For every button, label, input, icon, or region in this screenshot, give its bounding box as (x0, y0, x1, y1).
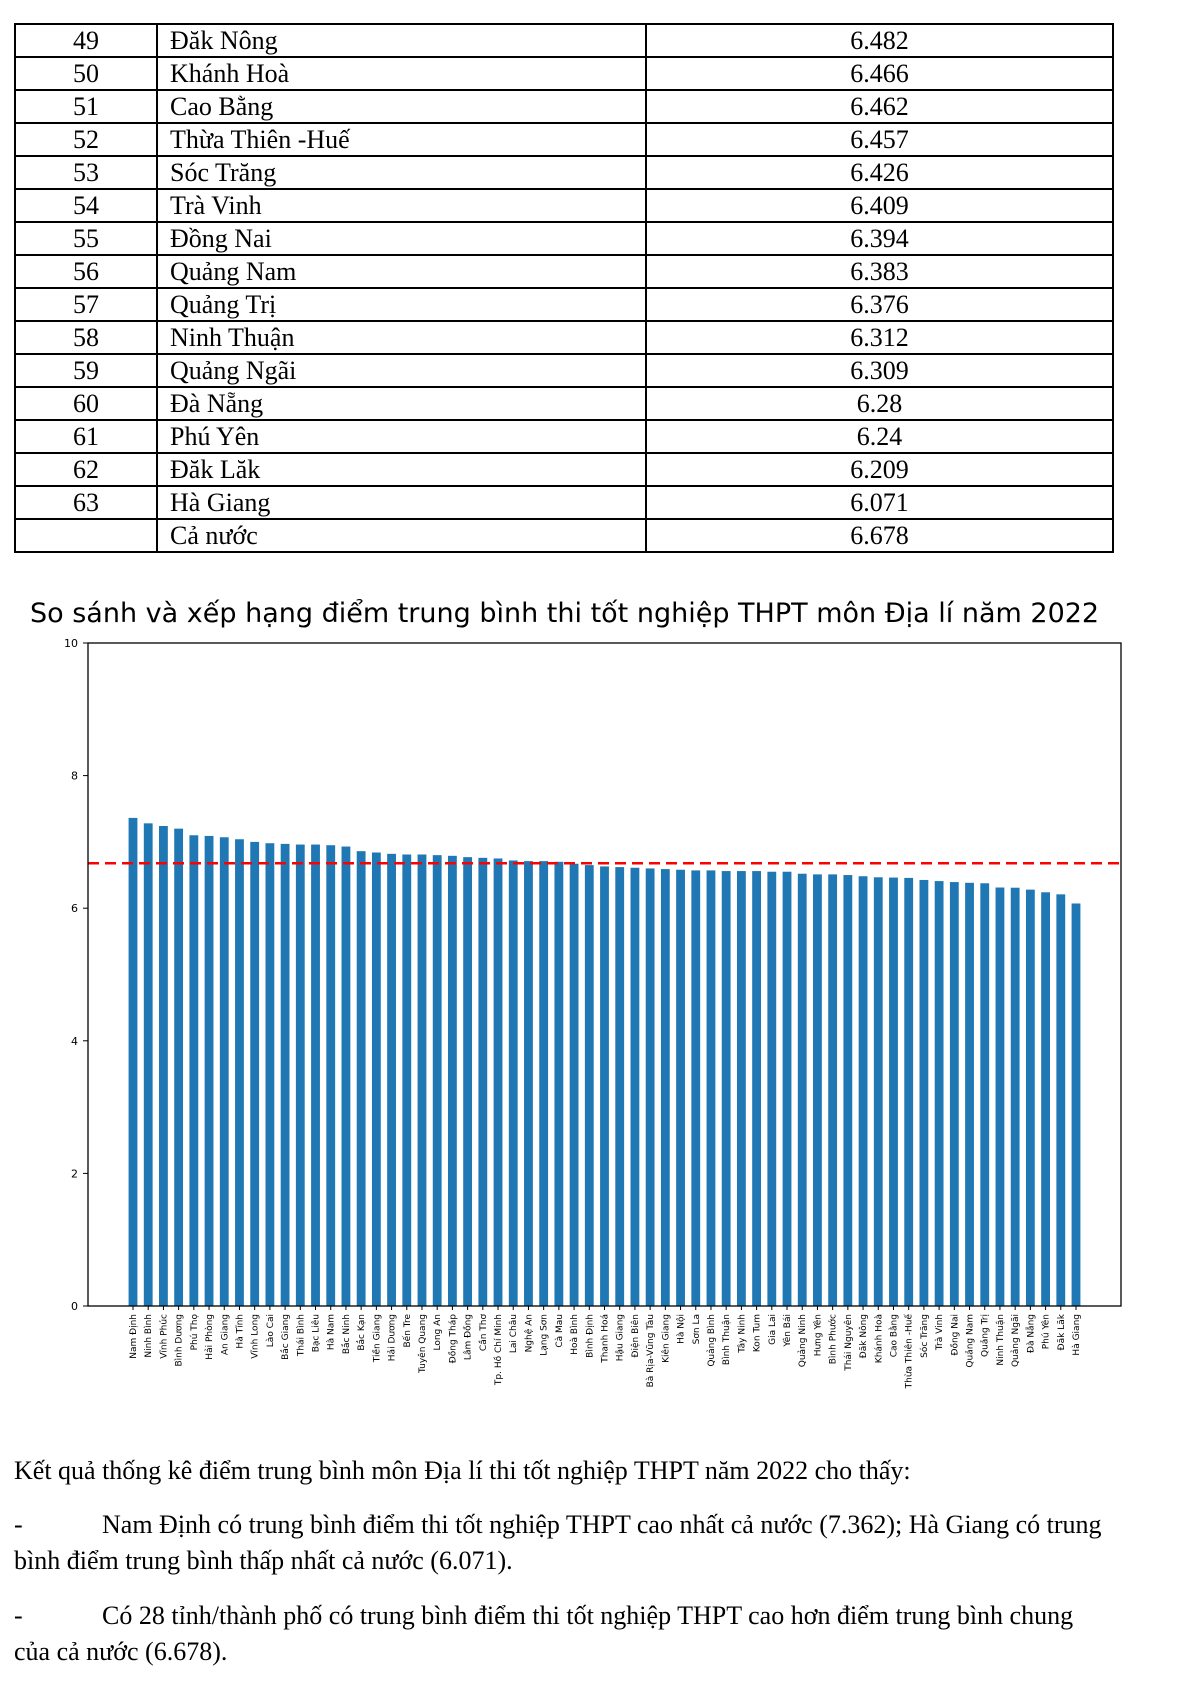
bar (950, 882, 959, 1306)
bar (600, 866, 609, 1306)
table-row (15, 321, 1113, 354)
table-row (15, 387, 1113, 420)
table-row (15, 255, 1113, 288)
x-tick-label: Bạc Liêu (311, 1314, 322, 1353)
bar (463, 857, 472, 1306)
score-cell: 6.376 (646, 288, 1113, 321)
x-tick-label: Lâm Đồng (463, 1314, 474, 1361)
x-tick-label: Ninh Thuận (995, 1314, 1006, 1366)
bullet-text-2: Có 28 tỉnh/thành phố có trung bình điểm thi tốt nghiệp THPT cao hơn điểm trung bình chung của cả nước (6.678). (14, 1601, 1074, 1666)
rank-cell: 57 (15, 288, 157, 321)
x-tick-label: Thanh Hoá (600, 1314, 611, 1363)
rank-cell (15, 519, 157, 552)
province-cell: Cả nước (157, 519, 646, 552)
bar (509, 860, 518, 1306)
table-row (15, 222, 1113, 255)
province-cell: Thừa Thiên -Huế (157, 123, 646, 156)
rank-cell: 61 (15, 420, 157, 453)
bar (281, 844, 290, 1306)
province-cell: Hà Giang (157, 486, 646, 519)
bar (889, 878, 898, 1306)
x-tick-label: Bắc Giang (281, 1314, 292, 1360)
province-cell: Quảng Ngãi (157, 354, 646, 387)
score-cell: 6.071 (646, 486, 1113, 519)
x-tick-label: Sóc Trăng (919, 1314, 930, 1358)
bar (737, 871, 746, 1306)
chart-title: So sánh và xếp hạng điểm trung bình thi tốt nghiệp THPT môn Địa lí năm 2022 (30, 598, 1100, 629)
ranking-table (14, 23, 1114, 553)
y-tick-label: 10 (64, 637, 78, 650)
x-tick-label: Khánh Hoà (874, 1314, 885, 1364)
table-row (15, 453, 1113, 486)
x-tick-label: Hà Giang (1072, 1314, 1082, 1356)
y-axis (64, 637, 88, 1313)
bar (676, 870, 685, 1306)
bar (783, 872, 792, 1306)
table-row (15, 486, 1113, 519)
province-cell: Đăk Nông (157, 24, 646, 57)
province-cell: Phú Yên (157, 420, 646, 453)
x-tick-label: Bình Dương (174, 1314, 185, 1367)
x-tick-label: Nam Định (129, 1314, 139, 1359)
rank-cell: 54 (15, 189, 157, 222)
table-row (15, 189, 1113, 222)
table-row (15, 420, 1113, 453)
x-tick-label: Hậu Giang (615, 1314, 626, 1362)
x-tick-label: Bà Rịa-Vũng Tàu (646, 1314, 657, 1388)
bullet-item-1 (14, 1507, 1114, 1579)
province-cell: Sóc Trăng (157, 156, 646, 189)
bar (357, 851, 366, 1306)
bar (631, 868, 640, 1306)
score-cell: 6.28 (646, 387, 1113, 420)
x-tick-label: Bình Thuận (722, 1314, 733, 1366)
bar (235, 839, 244, 1306)
x-tick-label: Quảng Bình (706, 1314, 717, 1367)
score-cell: 6.678 (646, 519, 1113, 552)
x-tick-label: Vĩnh Phúc (159, 1314, 170, 1359)
x-tick-label: Tây Ninh (737, 1314, 748, 1353)
bar (1056, 894, 1065, 1306)
bar (798, 874, 807, 1306)
bar (965, 883, 974, 1306)
bar (935, 881, 944, 1306)
rank-cell: 58 (15, 321, 157, 354)
bullet-dash: - (14, 1601, 23, 1630)
rank-cell: 53 (15, 156, 157, 189)
bar (402, 854, 411, 1306)
rank-cell: 56 (15, 255, 157, 288)
x-tick-label: Ninh Bình (144, 1314, 155, 1358)
score-cell: 6.457 (646, 123, 1113, 156)
score-cell: 6.482 (646, 24, 1113, 57)
x-tick-label: Thái Nguyên (843, 1314, 854, 1371)
x-tick-label: Yên Bái (783, 1314, 794, 1347)
bar (174, 829, 183, 1306)
x-tick-label: Bắc Kạn (357, 1314, 368, 1351)
rank-cell: 50 (15, 57, 157, 90)
rank-cell: 59 (15, 354, 157, 387)
x-tick-label: Cà Mau (554, 1314, 565, 1348)
x-tick-label: Bình Định (585, 1314, 596, 1358)
bar (904, 878, 913, 1306)
x-tick-label: Thái Bình (296, 1314, 307, 1357)
x-tick-label: Đăk Lăk (1056, 1314, 1067, 1351)
y-tick-label: 4 (71, 1034, 78, 1048)
score-cell: 6.462 (646, 90, 1113, 123)
bar (524, 861, 533, 1306)
province-cell: Đăk Lăk (157, 453, 646, 486)
bar (874, 877, 883, 1306)
bar (585, 865, 594, 1306)
bar (722, 871, 731, 1306)
score-cell: 6.409 (646, 189, 1113, 222)
x-tick-label: Long An (433, 1314, 444, 1351)
bullet-item-2 (14, 1598, 1114, 1670)
bullet-dash: - (14, 1510, 23, 1539)
x-tick-label: Phú Yên (1041, 1314, 1052, 1350)
x-tick-label: Hà Nội (676, 1314, 687, 1344)
table-row (15, 156, 1113, 189)
bar (342, 847, 351, 1306)
bar (387, 854, 396, 1306)
x-tick-label: Hà Tĩnh (235, 1314, 246, 1349)
x-tick-label: Đồng Nai (950, 1314, 961, 1356)
x-tick-label: Tp. Hồ Chí Minh (494, 1314, 505, 1386)
bar (478, 858, 487, 1306)
x-tick-label: Vĩnh Long (250, 1314, 261, 1359)
x-tick-label: Lai Châu (509, 1314, 520, 1354)
province-cell: Trà Vinh (157, 189, 646, 222)
x-tick-label: Quảng Nam (965, 1314, 976, 1368)
score-cell: 6.24 (646, 420, 1113, 453)
bar (418, 854, 427, 1306)
bar (1041, 892, 1050, 1306)
intro-paragraph: Kết quả thống kê điểm trung bình môn Địa lí thi tốt nghiệp THPT năm 2022 cho thấy: (14, 1456, 911, 1485)
score-cell: 6.309 (646, 354, 1113, 387)
score-cell: 6.426 (646, 156, 1113, 189)
x-tick-label: Đăk Nông (859, 1314, 870, 1359)
bar (843, 875, 852, 1306)
bar (646, 868, 655, 1306)
x-tick-label: Cần Thơ (478, 1314, 489, 1352)
bar (1011, 888, 1020, 1306)
x-tick-label: Tuyên Quang (417, 1314, 428, 1373)
table-row (15, 24, 1113, 57)
bar (494, 858, 503, 1306)
province-cell: Quảng Nam (157, 255, 646, 288)
x-tick-label: Bình Phước (828, 1314, 839, 1365)
bar (859, 876, 868, 1306)
table-row (15, 519, 1113, 552)
rank-cell: 52 (15, 123, 157, 156)
x-tick-label: Hoà Bình (570, 1314, 581, 1355)
table-row (15, 123, 1113, 156)
bullet-text-1: Nam Định có trung bình điểm thi tốt nghiệp THPT cao nhất cả nước (7.362); Hà Giang có trung bình điểm trung bình thấp nhất cả nước (6.071). (14, 1510, 1102, 1575)
bar (250, 842, 259, 1306)
bar (1026, 890, 1035, 1306)
province-cell: Ninh Thuận (157, 321, 646, 354)
x-tick-label: Nghệ An (524, 1314, 535, 1353)
bar-chart (0, 628, 1200, 1458)
bar (129, 818, 138, 1306)
bar (752, 871, 761, 1306)
x-tick-label: Kiên Giang (661, 1314, 672, 1363)
y-tick-label: 2 (71, 1167, 78, 1181)
x-tick-label: Bến Tre (402, 1314, 413, 1348)
x-tick-label: Cao Bằng (889, 1314, 900, 1358)
bar (813, 874, 822, 1306)
y-tick-label: 8 (71, 769, 78, 783)
rank-cell: 49 (15, 24, 157, 57)
x-tick-label: Hải Dương (387, 1314, 398, 1362)
table-row (15, 90, 1113, 123)
table-row (15, 354, 1113, 387)
province-cell: Cao Bằng (157, 90, 646, 123)
score-cell: 6.209 (646, 453, 1113, 486)
bar (189, 835, 198, 1306)
table-row (15, 57, 1113, 90)
province-cell: Quảng Trị (157, 288, 646, 321)
x-tick-label: Tiền Giang (372, 1314, 383, 1363)
x-tick-label: Lào Cai (265, 1314, 276, 1348)
x-tick-label: Quảng Ngãi (1011, 1314, 1022, 1368)
score-cell: 6.312 (646, 321, 1113, 354)
x-tick-label: Đà Nẵng (1026, 1314, 1037, 1354)
score-cell: 6.394 (646, 222, 1113, 255)
x-tick-label: Quảng Ninh (798, 1314, 809, 1368)
x-tick-label: Lạng Sơn (539, 1314, 550, 1356)
rank-cell: 60 (15, 387, 157, 420)
x-axis-labels (129, 1306, 1082, 1389)
bar (539, 861, 548, 1306)
province-cell: Đà Nẵng (157, 387, 646, 420)
bar (144, 823, 153, 1306)
bar (372, 853, 381, 1306)
y-tick-label: 0 (71, 1300, 78, 1313)
bar (265, 843, 274, 1306)
score-cell: 6.383 (646, 255, 1113, 288)
x-tick-label: Hưng Yên (813, 1314, 824, 1357)
bar-series (129, 818, 1081, 1306)
x-tick-label: Phú Thọ (189, 1314, 200, 1351)
bar (828, 874, 837, 1306)
province-cell: Khánh Hoà (157, 57, 646, 90)
x-tick-label: Trà Vinh (935, 1314, 946, 1351)
bar (326, 845, 335, 1306)
rank-cell: 63 (15, 486, 157, 519)
bar (615, 867, 624, 1306)
y-tick-label: 6 (71, 902, 78, 916)
bar (1072, 903, 1081, 1306)
x-tick-label: Hải Phòng (205, 1314, 216, 1360)
bar (996, 888, 1005, 1306)
bar (661, 869, 670, 1306)
bar (554, 862, 563, 1306)
x-tick-label: Bắc Ninh (341, 1314, 352, 1355)
bar (919, 880, 928, 1306)
bar (448, 856, 457, 1306)
rank-cell: 51 (15, 90, 157, 123)
x-tick-label: Hà Nam (326, 1314, 337, 1351)
x-tick-label: Gia Lai (767, 1314, 778, 1345)
rank-cell: 62 (15, 453, 157, 486)
x-tick-label: Đồng Tháp (448, 1314, 459, 1364)
score-cell: 6.466 (646, 57, 1113, 90)
rank-cell: 55 (15, 222, 157, 255)
bar (296, 845, 305, 1306)
ranking-table-body (15, 24, 1113, 552)
bar (205, 836, 214, 1306)
x-tick-label: Điện Biên (630, 1314, 641, 1358)
x-tick-label: An Giang (220, 1314, 231, 1356)
bar (980, 883, 989, 1306)
bar (159, 826, 168, 1306)
x-tick-label: Quảng Trị (980, 1314, 991, 1357)
table-row (15, 288, 1113, 321)
bar (311, 845, 320, 1306)
bar (767, 872, 776, 1306)
bar (707, 870, 716, 1306)
bar (570, 864, 579, 1306)
x-tick-label: Kon Tum (752, 1314, 763, 1353)
bar (220, 837, 229, 1306)
x-tick-label: Thừa Thiên -Huế (904, 1314, 915, 1389)
bar (691, 870, 700, 1306)
x-tick-label: Sơn La (691, 1314, 702, 1345)
province-cell: Đồng Nai (157, 222, 646, 255)
bar (433, 855, 442, 1306)
